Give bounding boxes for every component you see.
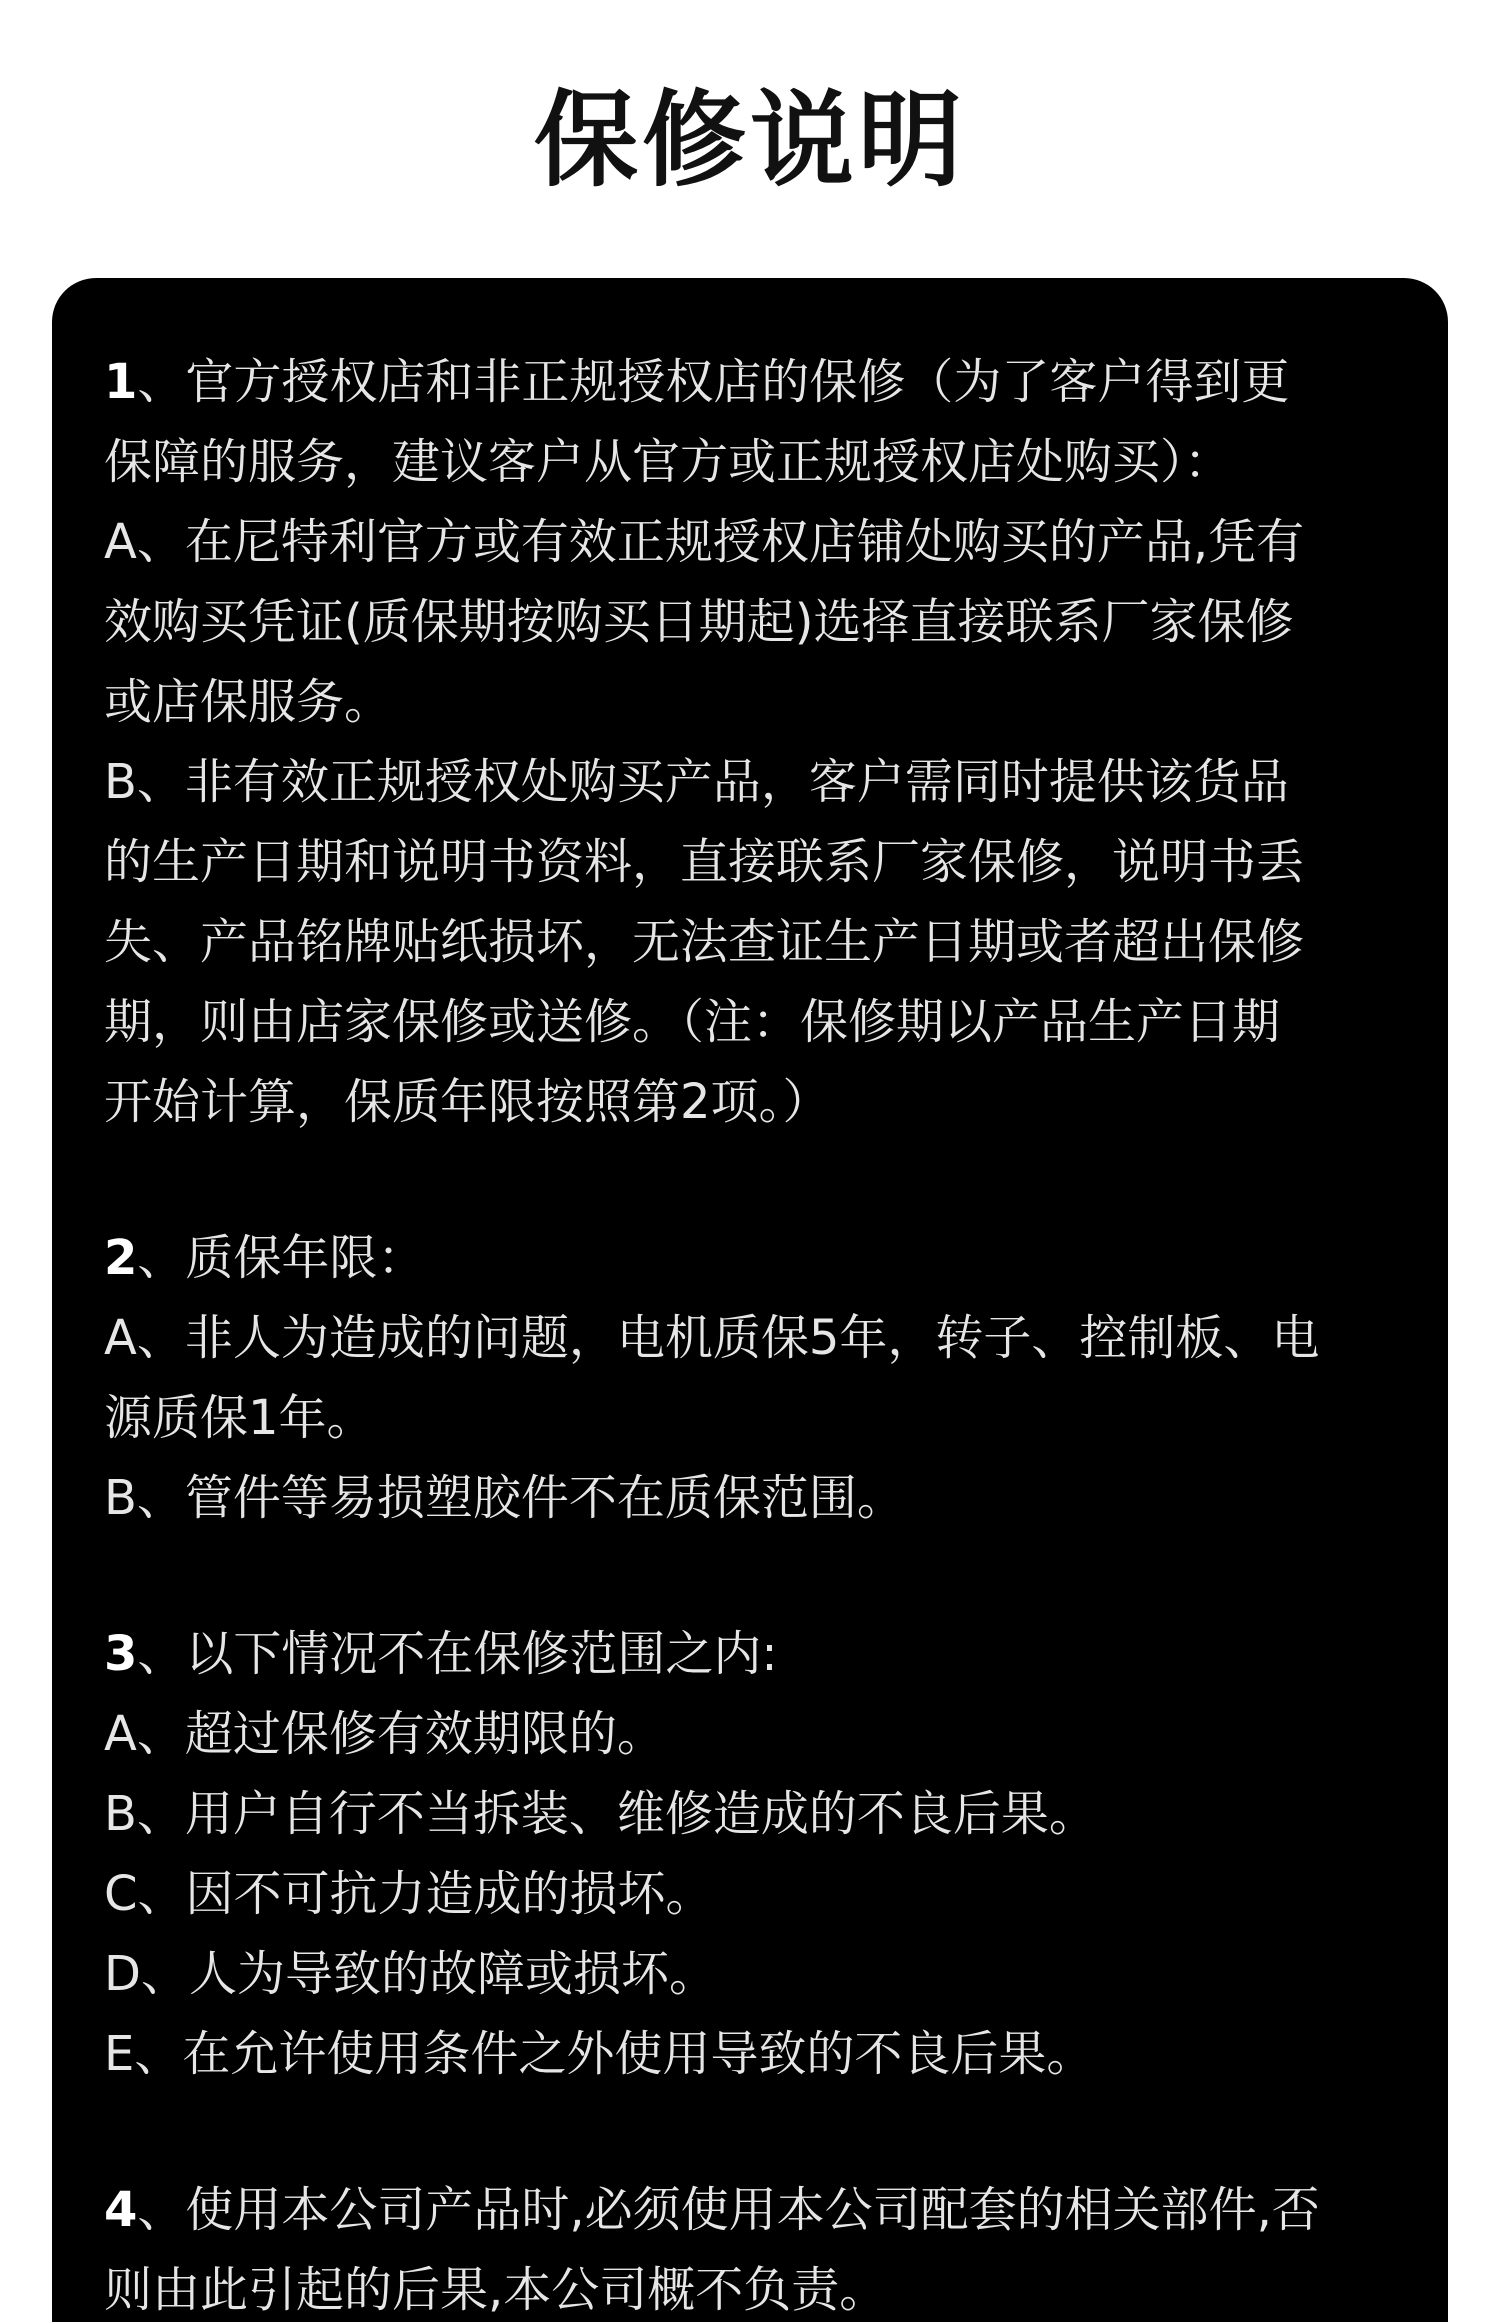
section-line: A、在尼特利官方或有效正规授权店铺处购买的产品,凭有 (104, 514, 1305, 570)
section-4 (104, 2170, 1396, 2322)
section-line: 失、产品铭牌贴纸损坏，无法查证生产日期或者超出保修 (104, 914, 1305, 970)
section-line: 或店保服务。 (104, 674, 393, 730)
section-line: A、非人为造成的问题，电机质保5年，转子、控制板、电 (104, 1310, 1320, 1366)
section-line: A、超过保修有效期限的。 (104, 1706, 665, 1762)
section-number: 2 (104, 1230, 138, 1286)
section-3-heading (104, 1614, 1396, 1694)
section-number: 3 (104, 1626, 138, 1682)
section-line: 源质保1年。 (104, 1390, 375, 1446)
section-line: 开始计算，保质年限按照第2项。） (104, 1074, 831, 1130)
section-number: 4 (104, 2182, 138, 2238)
warranty-content-panel (52, 278, 1448, 2322)
section-line: 、以下情况不在保修范围之内: (137, 1626, 778, 1682)
section-line: B、非有效正规授权处购买产品，客户需同时提供该货品 (104, 754, 1289, 810)
section-line: 的生产日期和说明书资料，直接联系厂家保修，说明书丢 (104, 834, 1305, 890)
section-line: C、因不可抗力造成的损坏。 (104, 1866, 714, 1922)
page-title: 保修说明 (533, 79, 966, 201)
section-line: 期，则由店家保修或送修。（注：保修期以产品生产日期 (104, 994, 1281, 1050)
section-2-heading (104, 1218, 1396, 1298)
section-line: 效购买凭证(质保期按购买日期起)选择直接联系厂家保修 (104, 594, 1294, 650)
section-2 (104, 1218, 1396, 1538)
section-4-heading (104, 2170, 1396, 2250)
section-1-heading (104, 342, 1396, 422)
section-line: B、用户自行不当拆装、维修造成的不良后果。 (104, 1786, 1097, 1842)
section-line: B、管件等易损塑胶件不在质保范围。 (104, 1470, 905, 1526)
section-line: 保障的服务，建议客户从官方或正规授权店处购买）： (104, 434, 1233, 490)
section-line: 、使用本公司产品时,必须使用本公司配套的相关部件,否 (137, 2182, 1320, 2238)
section-3 (104, 1614, 1396, 2094)
section-number: 1 (104, 354, 138, 410)
section-line: E、在允许使用条件之外使用导致的不良后果。 (104, 2026, 1095, 2082)
section-1 (104, 342, 1396, 1142)
section-line: 则由此引起的后果,本公司概不负责。 (104, 2262, 888, 2318)
section-line: 、官方授权店和非正规授权店的保修（为了客户得到更 (137, 354, 1290, 410)
section-line: D、人为导致的故障或损坏。 (104, 1946, 717, 2002)
section-line: 、质保年限： (137, 1230, 426, 1286)
